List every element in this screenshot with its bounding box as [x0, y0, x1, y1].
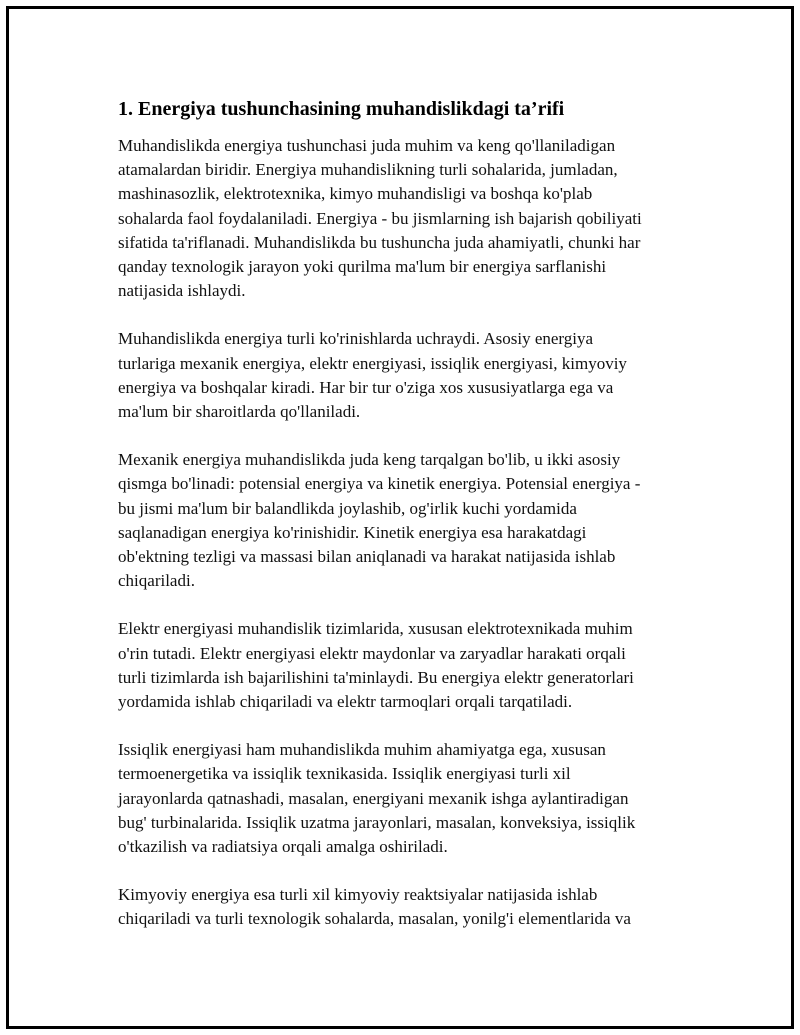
document-body — [118, 95, 693, 956]
paragraph-mechanical-energy — [118, 448, 693, 593]
text-line: sohalarda faol foydalaniladi. Energiya - bu jismlarning ish bajarish qobiliyati — [118, 208, 642, 228]
text-line: qanday texnologik jarayon yoki qurilma ma'lum bir energiya sarflanishi — [118, 257, 607, 277]
text-line: termoenergetika va issiqlik texnikasida. Issiqlik energiyasi turli xil — [118, 764, 571, 784]
text-line: ob'ektning tezligi va massasi bilan aniqlanadi va harakat natijasida ishlab — [118, 547, 616, 567]
section-heading: 1. Energiya tushunchasining muhandislikdagi ta’rifi — [118, 98, 565, 120]
paragraph-electric-energy — [118, 617, 693, 714]
text-line: natijasida ishlaydi. — [118, 281, 246, 301]
page-frame — [6, 6, 794, 1029]
text-line: Mexanik energiya muhandislikda juda keng tarqalgan bo'lib, u ikki asosiy — [118, 450, 621, 470]
text-line: turli tizimlarda ish bajarilishini ta'minlaydi. Bu energiya elektr generatorlari — [118, 667, 634, 687]
paragraph-definition — [118, 134, 693, 303]
text-line: sifatida ta'riflanadi. Muhandislikda bu tushuncha juda ahamiyatli, chunki har — [118, 232, 641, 252]
text-line: Kimyoviy energiya esa turli xil kimyoviy reaktsiyalar natijasida ishlab — [118, 885, 598, 905]
text-line: mashinasozlik, elektrotexnika, kimyo muhandisligi va boshqa ko'plab — [118, 184, 593, 204]
text-line: ma'lum bir sharoitlarda qo'llaniladi. — [118, 402, 361, 422]
text-line: qismga bo'linadi: potensial energiya va kinetik energiya. Potensial energiya - — [118, 474, 641, 494]
text-line: saqlanadigan energiya ko'rinishidir. Kinetik energiya esa harakatdagi — [118, 522, 587, 542]
paragraph-chemical-energy — [118, 883, 693, 931]
text-line: Elektr energiyasi muhandislik tizimlarida, xususan elektrotexnikada muhim — [118, 619, 633, 639]
text-line: o'tkazilish va radiatsiya orqali amalga oshiriladi. — [118, 837, 448, 857]
text-line: bug' turbinalarida. Issiqlik uzatma jarayonlari, masalan, konveksiya, issiqlik — [118, 812, 636, 832]
text-line: chiqariladi va turli texnologik sohalarda, masalan, yonilg'i elementlarida va — [118, 909, 631, 929]
text-line: chiqariladi. — [118, 571, 195, 591]
paragraph-energy-types — [118, 327, 693, 424]
text-line: turlariga mexanik energiya, elektr energiyasi, issiqlik energiyasi, kimyoviy — [118, 353, 627, 373]
text-line: Muhandislikda energiya turli ko'rinishlarda uchraydi. Asosiy energiya — [118, 329, 594, 349]
text-line: bu jismi ma'lum bir balandlikda joylashib, og'irlik kuchi yordamida — [118, 498, 577, 518]
text-line: atamalardan biridir. Energiya muhandislikning turli sohalarida, jumladan, — [118, 160, 618, 180]
text-line: Muhandislikda energiya tushunchasi juda muhim va keng qo'llaniladigan — [118, 136, 616, 155]
text-line: yordamida ishlab chiqariladi va elektr tarmoqlari orqali tarqatiladi. — [118, 692, 573, 712]
text-line: jarayonlarda qatnashadi, masalan, energiyani mexanik ishga aylantiradigan — [118, 788, 629, 808]
paragraph-thermal-energy — [118, 738, 693, 859]
text-line: energiya va boshqalar kiradi. Har bir tur o'ziga xos xususiyatlarga ega va — [118, 377, 614, 397]
text-line: Issiqlik energiyasi ham muhandislikda muhim ahamiyatga ega, xususan — [118, 740, 606, 760]
text-line: o'rin tutadi. Elektr energiyasi elektr maydonlar va zaryadlar harakati orqali — [118, 643, 626, 663]
